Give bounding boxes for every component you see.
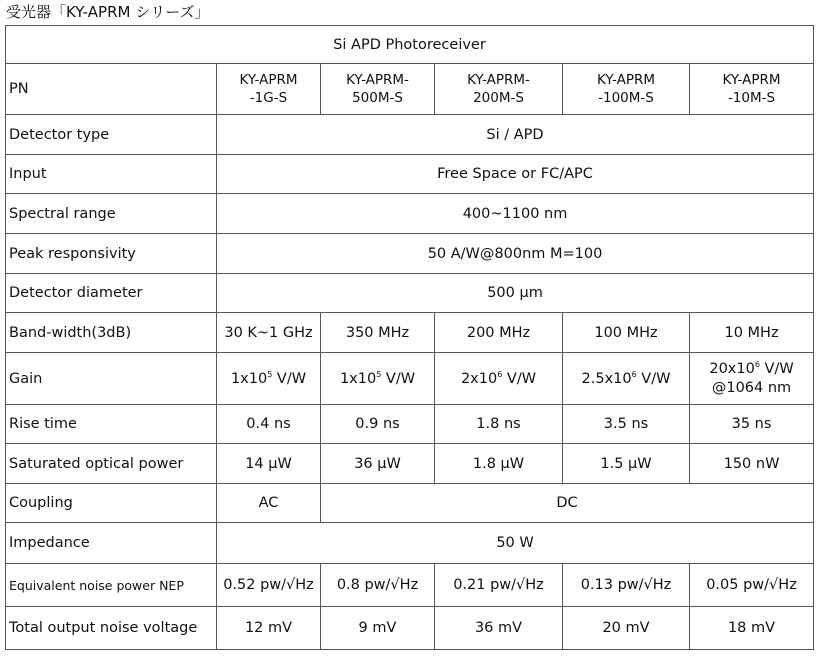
nep-100m: 0.13 pw/√Hz [563,564,690,607]
peak-responsivity-value: 50 A/W@800nm M=100 [217,234,814,274]
coupling-label: Coupling [6,484,217,523]
pn-row [6,64,814,115]
noise-voltage-100m: 20 mV [563,607,690,650]
noise-voltage-200m: 36 mV [435,607,563,650]
saturated-power-10m: 150 nW [690,444,814,484]
detector-type-label: Detector type [6,115,217,155]
noise-voltage-label: Total output noise voltage [6,607,217,650]
pn-model-200m: KY-APRM- 200M-S [435,64,563,115]
table-title: Si APD Photoreceiver [6,26,814,64]
gain-10m: $20x10^6$ V/W @1064 nm [690,353,814,405]
input-value: Free Space or FC/APC [217,155,814,194]
spectral-range-label: Spectral range [6,194,217,234]
bandwidth-label: Band-width(3dB) [6,313,217,353]
saturated-power-1g: 14 μW [217,444,321,484]
pn-label: PN [6,64,217,115]
rise-time-200m: 1.8 ns [435,405,563,444]
saturated-power-100m: 1.5 μW [563,444,690,484]
noise-voltage-1g: 12 mV [217,607,321,650]
peak-responsivity-label: Peak responsivity [6,234,217,274]
gain-100m: $2.5x10^6$ V/W [563,353,690,405]
impedance-row [6,523,814,564]
bandwidth-row [6,313,814,353]
detector-diameter-value: 500 μm [217,274,814,313]
detector-type-value: Si / APD [217,115,814,155]
detector-diameter-row [6,274,814,313]
impedance-label: Impedance [6,523,217,564]
bandwidth-200m: 200 MHz [435,313,563,353]
saturated-power-500m: 36 μW [321,444,435,484]
input-label: Input [6,155,217,194]
rise-time-100m: 3.5 ns [563,405,690,444]
nep-1g: 0.52 pw/√Hz [217,564,321,607]
noise-voltage-10m: 18 mV [690,607,814,650]
coupling-1g: AC [217,484,321,523]
pn-model-500m: KY-APRM- 500M-S [321,64,435,115]
impedance-value: 50 W [217,523,814,564]
pn-model-10m: KY-APRM -10M-S [690,64,814,115]
coupling-others: DC [321,484,814,523]
bandwidth-10m: 10 MHz [690,313,814,353]
rise-time-10m: 35 ns [690,405,814,444]
gain-1g: $1x10^5$ V/W [217,353,321,405]
rise-time-row [6,405,814,444]
pn-model-1g: KY-APRM -1G-S [217,64,321,115]
gain-200m: $2x10^6$ V/W [435,353,563,405]
bandwidth-100m: 100 MHz [563,313,690,353]
bandwidth-1g: 30 K~1 GHz [217,313,321,353]
nep-10m: 0.05 pw/√Hz [690,564,814,607]
detector-type-row [6,115,814,155]
saturated-power-row [6,444,814,484]
table-title-row [6,26,814,64]
noise-voltage-row [6,607,814,650]
peak-responsivity-row [6,234,814,274]
spectral-range-row [6,194,814,234]
nep-row [6,564,814,607]
nep-label: Equivalent noise power NEP [6,564,217,607]
gain-label: Gain [6,353,217,405]
saturated-power-label: Saturated optical power [6,444,217,484]
input-row [6,155,814,194]
nep-500m: 0.8 pw/√Hz [321,564,435,607]
spec-table [5,25,814,650]
pn-model-100m: KY-APRM -100M-S [563,64,690,115]
nep-200m: 0.21 pw/√Hz [435,564,563,607]
rise-time-label: Rise time [6,405,217,444]
spectral-range-value: 400~1100 nm [217,194,814,234]
saturated-power-200m: 1.8 μW [435,444,563,484]
noise-voltage-500m: 9 mV [321,607,435,650]
gain-500m: $1x10^5$ V/W [321,353,435,405]
rise-time-500m: 0.9 ns [321,405,435,444]
rise-time-1g: 0.4 ns [217,405,321,444]
document-title: 受光器「KY-APRM シリーズ」 [6,3,210,21]
bandwidth-500m: 350 MHz [321,313,435,353]
gain-row [6,353,814,405]
detector-diameter-label: Detector diameter [6,274,217,313]
coupling-row [6,484,814,523]
